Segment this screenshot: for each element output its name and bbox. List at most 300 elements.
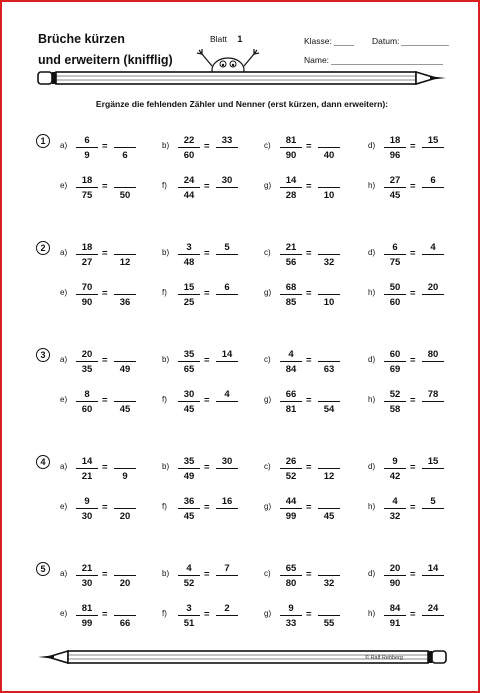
answer-numerator[interactable]: 33	[221, 135, 233, 146]
answer-numerator[interactable]: 80	[427, 349, 439, 360]
credit-text: © Ralf Rehberg	[365, 655, 403, 661]
fraction-bar	[384, 401, 406, 402]
denominator: 81	[285, 404, 297, 415]
answer-fraction	[420, 279, 446, 311]
given-fraction	[176, 132, 202, 164]
answer-fraction	[316, 386, 342, 418]
pencil-divider-top	[36, 69, 448, 87]
answer-denominator[interactable]: 32	[323, 257, 335, 268]
given-fraction	[382, 239, 408, 271]
exercise-label: a)	[60, 248, 68, 257]
answer-numerator[interactable]: 14	[221, 349, 233, 360]
denominator: 27	[81, 257, 93, 268]
numerator: 4	[186, 563, 192, 574]
equals-sign: =	[204, 609, 210, 620]
fraction-bar	[114, 401, 136, 402]
answer-numerator[interactable]: 20	[427, 282, 439, 293]
numerator: 35	[183, 349, 195, 360]
equals-sign: =	[306, 288, 312, 299]
denominator: 60	[389, 297, 401, 308]
fraction-bar	[422, 294, 444, 295]
numerator: 15	[183, 282, 195, 293]
exercise-item	[60, 600, 152, 632]
answer-denominator[interactable]: 54	[323, 404, 335, 415]
exercise-label: h)	[368, 609, 376, 618]
equals-sign: =	[410, 502, 416, 513]
exercise-item	[162, 279, 254, 311]
fraction-bar	[76, 361, 98, 362]
exercise-label: c)	[264, 462, 271, 471]
given-fraction	[74, 346, 100, 378]
exercise-item	[264, 239, 356, 271]
equals-sign: =	[410, 248, 416, 259]
fraction-bar	[76, 254, 98, 255]
equals-sign: =	[102, 395, 108, 406]
answer-denominator[interactable]: 20	[119, 511, 131, 522]
fraction-bar	[76, 294, 98, 295]
fraction-bar	[216, 361, 238, 362]
given-fraction	[278, 493, 304, 525]
exercise-label: e)	[60, 502, 68, 511]
exercise-label: d)	[368, 462, 376, 471]
given-fraction	[382, 346, 408, 378]
fraction-bar	[178, 187, 200, 188]
exercise-label: d)	[368, 355, 376, 364]
numerator: 18	[389, 135, 401, 146]
answer-fraction	[214, 279, 240, 311]
answer-numerator[interactable]: 24	[427, 603, 439, 614]
fraction-bar	[280, 468, 302, 469]
given-fraction	[278, 279, 304, 311]
given-fraction	[74, 560, 100, 592]
exercise-label: g)	[264, 288, 272, 297]
fraction-bar	[76, 468, 98, 469]
answer-numerator[interactable]: 5	[224, 242, 230, 253]
exercise-item	[162, 493, 254, 525]
exercise-label: f)	[162, 181, 167, 190]
given-fraction	[382, 560, 408, 592]
answer-numerator[interactable]: 14	[427, 563, 439, 574]
equals-sign: =	[204, 569, 210, 580]
numerator: 65	[285, 563, 297, 574]
given-fraction	[382, 453, 408, 485]
given-fraction	[176, 346, 202, 378]
answer-numerator[interactable]: 30	[221, 175, 233, 186]
answer-fraction	[112, 600, 138, 632]
answer-fraction	[112, 132, 138, 164]
denominator: 35	[81, 364, 93, 375]
exercise-label: b)	[162, 248, 170, 257]
fraction-bar	[318, 468, 340, 469]
given-fraction	[176, 279, 202, 311]
answer-fraction	[316, 493, 342, 525]
equals-sign: =	[306, 502, 312, 513]
numerator: 18	[81, 242, 93, 253]
answer-fraction	[112, 453, 138, 485]
denominator: 99	[285, 511, 297, 522]
denominator: 75	[389, 257, 401, 268]
exercise-item	[264, 132, 356, 164]
numerator: 24	[183, 175, 195, 186]
denominator: 52	[183, 578, 195, 589]
equals-sign: =	[204, 248, 210, 259]
equals-sign: =	[204, 355, 210, 366]
given-fraction	[176, 386, 202, 418]
fraction-bar	[280, 401, 302, 402]
answer-denominator[interactable]: 49	[119, 364, 131, 375]
section-number-badge: 1	[36, 134, 50, 148]
answer-fraction	[316, 346, 342, 378]
fraction-bar	[178, 361, 200, 362]
fraction-bar	[216, 508, 238, 509]
given-fraction	[382, 132, 408, 164]
equals-sign: =	[102, 355, 108, 366]
equals-sign: =	[410, 141, 416, 152]
exercise-item	[60, 279, 152, 311]
answer-numerator[interactable]: 5	[430, 496, 436, 507]
answer-denominator[interactable]: 12	[119, 257, 131, 268]
given-fraction	[176, 239, 202, 271]
exercise-label: g)	[264, 502, 272, 511]
exercise-item	[60, 493, 152, 525]
numerator: 70	[81, 282, 93, 293]
exercise-item	[264, 279, 356, 311]
fraction-bar	[76, 401, 98, 402]
fraction-bar	[384, 361, 406, 362]
fraction-bar	[178, 508, 200, 509]
numerator: 18	[81, 175, 93, 186]
answer-fraction	[214, 239, 240, 271]
answer-denominator[interactable]: 6	[122, 150, 128, 161]
name-blank	[331, 64, 443, 65]
answer-numerator[interactable]: 16	[221, 496, 233, 507]
klasse-label: Klasse:	[304, 36, 332, 46]
given-fraction	[74, 493, 100, 525]
equals-sign: =	[204, 462, 210, 473]
fraction-bar	[76, 147, 98, 148]
exercise-item	[60, 386, 152, 418]
exercise-label: f)	[162, 502, 167, 511]
denominator: 45	[183, 511, 195, 522]
answer-denominator[interactable]: 32	[323, 578, 335, 589]
blatt-number: 1	[237, 34, 243, 44]
denominator: 56	[285, 257, 297, 268]
exercise-label: f)	[162, 288, 167, 297]
answer-denominator[interactable]: 12	[323, 471, 335, 482]
answer-fraction	[214, 386, 240, 418]
exercise-item	[162, 386, 254, 418]
answer-fraction	[316, 453, 342, 485]
answer-denominator[interactable]: 45	[119, 404, 131, 415]
denominator: 60	[183, 150, 195, 161]
klasse-field	[304, 36, 354, 46]
given-fraction	[382, 172, 408, 204]
exercise-label: f)	[162, 395, 167, 404]
section-number-badge: 4	[36, 455, 50, 469]
denominator: 90	[81, 297, 93, 308]
fraction-bar	[422, 254, 444, 255]
exercise-item	[264, 386, 356, 418]
fraction-bar	[76, 575, 98, 576]
exercise-label: e)	[60, 181, 68, 190]
numerator: 21	[81, 563, 93, 574]
numerator: 9	[84, 496, 90, 507]
fraction-bar	[318, 508, 340, 509]
given-fraction	[176, 493, 202, 525]
exercise-label: a)	[60, 569, 68, 578]
exercise-label: d)	[368, 141, 376, 150]
answer-fraction	[112, 346, 138, 378]
exercise-item	[368, 453, 460, 485]
answer-fraction	[316, 132, 342, 164]
exercise-item	[162, 346, 254, 378]
answer-denominator[interactable]: 63	[323, 364, 335, 375]
exercise-item	[368, 132, 460, 164]
given-fraction	[278, 453, 304, 485]
answer-denominator[interactable]: 10	[323, 190, 335, 201]
given-fraction	[278, 346, 304, 378]
fraction-bar	[318, 575, 340, 576]
numerator: 35	[183, 456, 195, 467]
given-fraction	[278, 132, 304, 164]
answer-numerator[interactable]: 6	[430, 175, 436, 186]
answer-fraction	[112, 279, 138, 311]
numerator: 6	[84, 135, 90, 146]
fraction-bar	[280, 615, 302, 616]
answer-denominator[interactable]: 20	[119, 578, 131, 589]
answer-fraction	[214, 172, 240, 204]
denominator: 69	[389, 364, 401, 375]
title-line-1: Brüche kürzen	[38, 32, 125, 46]
denominator: 42	[389, 471, 401, 482]
fraction-bar	[178, 254, 200, 255]
given-fraction	[382, 600, 408, 632]
denominator: 85	[285, 297, 297, 308]
exercise-label: g)	[264, 181, 272, 190]
exercise-item	[60, 172, 152, 204]
fraction-bar	[422, 401, 444, 402]
fraction-bar	[178, 294, 200, 295]
numerator: 20	[81, 349, 93, 360]
fraction-bar	[280, 361, 302, 362]
fraction-bar	[114, 254, 136, 255]
equals-sign: =	[410, 462, 416, 473]
answer-numerator[interactable]: 6	[224, 282, 230, 293]
equals-sign: =	[410, 609, 416, 620]
exercise-item	[60, 132, 152, 164]
answer-denominator[interactable]: 55	[323, 618, 335, 629]
answer-fraction	[112, 239, 138, 271]
answer-numerator[interactable]: 4	[430, 242, 436, 253]
fraction-bar	[318, 147, 340, 148]
answer-fraction	[316, 239, 342, 271]
fraction-bar	[178, 147, 200, 148]
numerator: 4	[392, 496, 398, 507]
exercise-item	[368, 346, 460, 378]
fraction-bar	[114, 508, 136, 509]
klasse-blank	[334, 45, 354, 46]
exercise-label: e)	[60, 288, 68, 297]
exercise-item	[60, 346, 152, 378]
fraction-bar	[422, 615, 444, 616]
exercise-item	[368, 493, 460, 525]
datum-label: Datum:	[372, 36, 400, 46]
exercise-item	[162, 560, 254, 592]
denominator: 60	[81, 404, 93, 415]
fraction-bar	[114, 468, 136, 469]
answer-numerator[interactable]: 15	[427, 135, 439, 146]
equals-sign: =	[306, 395, 312, 406]
given-fraction	[74, 600, 100, 632]
fraction-bar	[384, 254, 406, 255]
fraction-bar	[216, 254, 238, 255]
answer-numerator[interactable]: 2	[224, 603, 230, 614]
exercise-label: c)	[264, 248, 271, 257]
answer-numerator[interactable]: 30	[221, 456, 233, 467]
exercise-item	[60, 453, 152, 485]
numerator: 6	[392, 242, 398, 253]
exercise-item	[162, 453, 254, 485]
answer-fraction	[420, 560, 446, 592]
numerator: 20	[389, 563, 401, 574]
numerator: 60	[389, 349, 401, 360]
exercise-label: c)	[264, 141, 271, 150]
fraction-bar	[114, 147, 136, 148]
numerator: 27	[389, 175, 401, 186]
answer-fraction	[214, 600, 240, 632]
answer-denominator[interactable]: 9	[122, 471, 128, 482]
denominator: 45	[183, 404, 195, 415]
answer-fraction	[420, 172, 446, 204]
given-fraction	[176, 560, 202, 592]
given-fraction	[176, 600, 202, 632]
given-fraction	[74, 386, 100, 418]
answer-fraction	[316, 560, 342, 592]
equals-sign: =	[306, 609, 312, 620]
fraction-bar	[280, 575, 302, 576]
answer-fraction	[112, 172, 138, 204]
equals-sign: =	[306, 141, 312, 152]
answer-fraction	[420, 132, 446, 164]
exercise-item	[264, 493, 356, 525]
answer-denominator[interactable]: 45	[323, 511, 335, 522]
fraction-bar	[76, 615, 98, 616]
exercise-item	[162, 239, 254, 271]
given-fraction	[176, 172, 202, 204]
denominator: 91	[389, 618, 401, 629]
answer-fraction	[316, 172, 342, 204]
fraction-bar	[280, 294, 302, 295]
fraction-bar	[318, 401, 340, 402]
given-fraction	[74, 239, 100, 271]
exercise-label: g)	[264, 395, 272, 404]
instruction-text: Ergänze die fehlenden Zähler und Nenner (erst kürzen, dann erweitern):	[95, 99, 389, 109]
answer-denominator[interactable]: 50	[119, 190, 131, 201]
fraction-bar	[216, 615, 238, 616]
equals-sign: =	[306, 569, 312, 580]
given-fraction	[382, 386, 408, 418]
exercise-item	[368, 386, 460, 418]
fraction-bar	[114, 187, 136, 188]
equals-sign: =	[102, 502, 108, 513]
equals-sign: =	[204, 288, 210, 299]
exercise-item	[368, 239, 460, 271]
answer-denominator[interactable]: 66	[119, 618, 131, 629]
numerator: 14	[285, 175, 297, 186]
fraction-bar	[178, 401, 200, 402]
exercise-label: d)	[368, 569, 376, 578]
answer-denominator[interactable]: 10	[323, 297, 335, 308]
answer-numerator[interactable]: 7	[224, 563, 230, 574]
fraction-bar	[280, 187, 302, 188]
given-fraction	[74, 453, 100, 485]
answer-denominator[interactable]: 36	[119, 297, 131, 308]
equals-sign: =	[306, 462, 312, 473]
equals-sign: =	[204, 181, 210, 192]
fraction-bar	[422, 147, 444, 148]
title-line-2: und erweitern (knifflig)	[38, 53, 173, 67]
answer-denominator[interactable]: 40	[323, 150, 335, 161]
numerator: 9	[392, 456, 398, 467]
exercise-label: c)	[264, 355, 271, 364]
answer-fraction	[420, 453, 446, 485]
equals-sign: =	[410, 395, 416, 406]
denominator: 9	[84, 150, 90, 161]
fraction-bar	[422, 508, 444, 509]
denominator: 51	[183, 618, 195, 629]
fraction-bar	[114, 361, 136, 362]
numerator: 22	[183, 135, 195, 146]
answer-fraction	[214, 453, 240, 485]
equals-sign: =	[102, 569, 108, 580]
denominator: 99	[81, 618, 93, 629]
answer-fraction	[112, 386, 138, 418]
fraction-bar	[216, 575, 238, 576]
given-fraction	[278, 560, 304, 592]
exercise-item	[368, 600, 460, 632]
answer-numerator[interactable]: 15	[427, 456, 439, 467]
numerator: 30	[183, 389, 195, 400]
fraction-bar	[114, 294, 136, 295]
fraction-bar	[318, 361, 340, 362]
fraction-bar	[422, 361, 444, 362]
section-number-badge: 5	[36, 562, 50, 576]
denominator: 28	[285, 190, 297, 201]
numerator: 9	[288, 603, 294, 614]
fraction-bar	[384, 468, 406, 469]
exercise-label: a)	[60, 462, 68, 471]
denominator: 25	[183, 297, 195, 308]
exercise-label: e)	[60, 395, 68, 404]
equals-sign: =	[204, 395, 210, 406]
numerator: 3	[186, 242, 192, 253]
exercise-label: f)	[162, 609, 167, 618]
answer-numerator[interactable]: 78	[427, 389, 439, 400]
fraction-bar	[384, 615, 406, 616]
datum-field	[372, 36, 449, 46]
numerator: 81	[285, 135, 297, 146]
exercise-item	[368, 172, 460, 204]
fraction-bar	[216, 187, 238, 188]
numerator: 81	[81, 603, 93, 614]
given-fraction	[74, 279, 100, 311]
numerator: 68	[285, 282, 297, 293]
fraction-bar	[280, 508, 302, 509]
answer-numerator[interactable]: 4	[224, 389, 230, 400]
fraction-bar	[384, 187, 406, 188]
answer-fraction	[420, 386, 446, 418]
section-number-badge: 3	[36, 348, 50, 362]
